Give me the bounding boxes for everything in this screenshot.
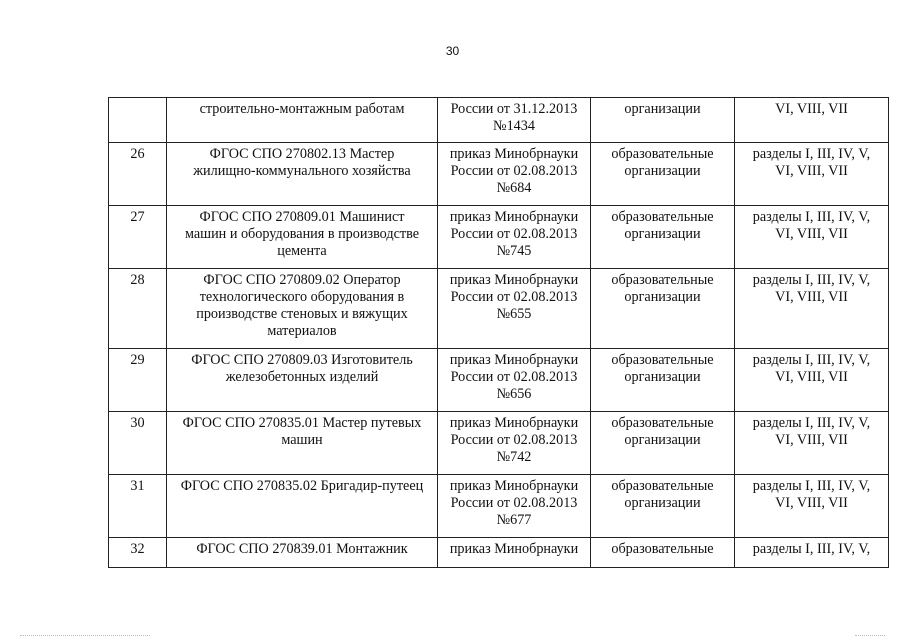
- standard-name-line: ФГОС СПО 270835.02 Бригадир-путеец: [180, 478, 424, 494]
- sections-line: разделы I, III, IV, V,: [752, 541, 871, 557]
- sections-line: разделы I, III, IV, V,: [752, 146, 871, 162]
- row-number-cell: 30: [109, 412, 167, 475]
- sections-line: разделы I, III, IV, V,: [752, 415, 871, 431]
- organizations-cell: [591, 206, 735, 269]
- sections-cell: [735, 412, 889, 475]
- scan-artifact-left: [20, 635, 150, 638]
- standard-name-line: ФГОС СПО 270835.01 Мастер путевых: [182, 415, 422, 431]
- organizations-line: образовательные: [611, 415, 714, 431]
- standard-name-line: ФГОС СПО 270839.01 Монтажник: [196, 541, 408, 557]
- order-reference-cell: [438, 475, 591, 538]
- table-row: [109, 349, 889, 412]
- order-reference-line: приказ Минобрнауки: [449, 478, 579, 494]
- organizations-cell: [591, 412, 735, 475]
- order-reference-line: приказ Минобрнауки: [449, 415, 579, 431]
- organizations-line: организации: [624, 289, 701, 305]
- sections-line: разделы I, III, IV, V,: [752, 478, 871, 494]
- row-number-cell: 27: [109, 206, 167, 269]
- order-reference-line: №742: [496, 449, 532, 465]
- row-number-cell: 31: [109, 475, 167, 538]
- organizations-line: организации: [624, 163, 701, 179]
- standards-table: [108, 97, 889, 568]
- order-reference-line: №677: [496, 512, 532, 528]
- sections-line: VI, VIII, VII: [775, 369, 848, 385]
- sections-cell: [735, 98, 889, 143]
- standard-name-cell: [167, 206, 438, 269]
- order-reference-line: №1434: [493, 118, 535, 134]
- organizations-line: организации: [624, 432, 701, 448]
- organizations-line: организации: [624, 101, 701, 117]
- organizations-line: образовательные: [611, 146, 714, 162]
- table-row: [109, 269, 889, 349]
- order-reference-line: приказ Минобрнауки: [449, 541, 579, 557]
- row-number-cell: [109, 98, 167, 143]
- standard-name-cell: [167, 412, 438, 475]
- standard-name-line: цемента: [277, 243, 327, 259]
- standard-name-line: ФГОС СПО 270809.01 Машинист: [199, 209, 405, 225]
- order-reference-cell: [438, 269, 591, 349]
- sections-line: VI, VIII, VII: [775, 432, 848, 448]
- sections-line: разделы I, III, IV, V,: [752, 352, 871, 368]
- sections-line: VI, VIII, VII: [775, 289, 848, 305]
- organizations-line: организации: [624, 369, 701, 385]
- standard-name-line: технологического оборудования в: [199, 289, 405, 305]
- standard-name-cell: [167, 475, 438, 538]
- organizations-cell: [591, 538, 735, 568]
- sections-line: VI, VIII, VII: [775, 163, 848, 179]
- standard-name-line: строительно-монтажным работам: [199, 101, 405, 117]
- organizations-cell: [591, 475, 735, 538]
- standard-name-line: машин: [281, 432, 323, 448]
- order-reference-line: России от 02.08.2013: [450, 432, 578, 448]
- sections-cell: [735, 206, 889, 269]
- order-reference-cell: [438, 206, 591, 269]
- order-reference-line: №656: [496, 386, 532, 402]
- order-reference-line: приказ Минобрнауки: [449, 272, 579, 288]
- organizations-cell: [591, 269, 735, 349]
- order-reference-line: России от 31.12.2013: [450, 101, 578, 117]
- order-reference-line: приказ Минобрнауки: [449, 146, 579, 162]
- page-number: 30: [445, 44, 460, 58]
- order-reference-cell: [438, 98, 591, 143]
- standard-name-line: производстве стеновых и вяжущих: [196, 306, 408, 322]
- organizations-line: образовательные: [611, 272, 714, 288]
- order-reference-line: приказ Минобрнауки: [449, 209, 579, 225]
- organizations-line: организации: [624, 226, 701, 242]
- standard-name-cell: [167, 143, 438, 206]
- sections-line: разделы I, III, IV, V,: [752, 209, 871, 225]
- row-number-cell: 28: [109, 269, 167, 349]
- row-number-cell: 32: [109, 538, 167, 568]
- organizations-line: организации: [624, 495, 701, 511]
- standard-name-cell: [167, 98, 438, 143]
- standard-name-line: ФГОС СПО 270809.02 Оператор: [203, 272, 401, 288]
- standard-name-line: материалов: [267, 323, 337, 339]
- standard-name-line: машин и оборудования в производстве: [184, 226, 419, 242]
- organizations-cell: [591, 143, 735, 206]
- sections-cell: [735, 538, 889, 568]
- order-reference-line: России от 02.08.2013: [450, 495, 578, 511]
- table-row: [109, 538, 889, 568]
- sections-cell: [735, 269, 889, 349]
- sections-line: VI, VIII, VII: [775, 495, 848, 511]
- scan-artifact-right: [855, 635, 885, 638]
- standard-name-cell: [167, 269, 438, 349]
- sections-cell: [735, 475, 889, 538]
- order-reference-line: России от 02.08.2013: [450, 369, 578, 385]
- order-reference-line: №684: [496, 180, 532, 196]
- standard-name-line: жилищно-коммунального хозяйства: [193, 163, 411, 179]
- order-reference-line: России от 02.08.2013: [450, 226, 578, 242]
- standard-name-line: ФГОС СПО 270802.13 Мастер: [209, 146, 395, 162]
- organizations-cell: [591, 349, 735, 412]
- order-reference-cell: [438, 143, 591, 206]
- organizations-line: образовательные: [611, 478, 714, 494]
- sections-line: разделы I, III, IV, V,: [752, 272, 871, 288]
- table-row: [109, 412, 889, 475]
- sections-line: VI, VIII, VII: [775, 226, 848, 242]
- sections-cell: [735, 143, 889, 206]
- standard-name-line: ФГОС СПО 270809.03 Изготовитель: [191, 352, 413, 368]
- standard-name-line: железобетонных изделий: [225, 369, 379, 385]
- organizations-line: образовательные: [611, 209, 714, 225]
- organizations-line: образовательные: [611, 541, 714, 557]
- row-number-cell: 29: [109, 349, 167, 412]
- order-reference-cell: [438, 538, 591, 568]
- standard-name-cell: [167, 349, 438, 412]
- order-reference-line: России от 02.08.2013: [450, 289, 578, 305]
- order-reference-cell: [438, 412, 591, 475]
- table-row: [109, 98, 889, 143]
- sections-line: VI, VIII, VII: [775, 101, 848, 117]
- table-row: [109, 143, 889, 206]
- organizations-line: образовательные: [611, 352, 714, 368]
- table-row: [109, 206, 889, 269]
- order-reference-line: №745: [496, 243, 532, 259]
- order-reference-line: №655: [496, 306, 532, 322]
- order-reference-line: России от 02.08.2013: [450, 163, 578, 179]
- table-row: [109, 475, 889, 538]
- order-reference-line: приказ Минобрнауки: [449, 352, 579, 368]
- order-reference-cell: [438, 349, 591, 412]
- organizations-cell: [591, 98, 735, 143]
- table-body: [109, 98, 889, 568]
- row-number-cell: 26: [109, 143, 167, 206]
- standard-name-cell: [167, 538, 438, 568]
- sections-cell: [735, 349, 889, 412]
